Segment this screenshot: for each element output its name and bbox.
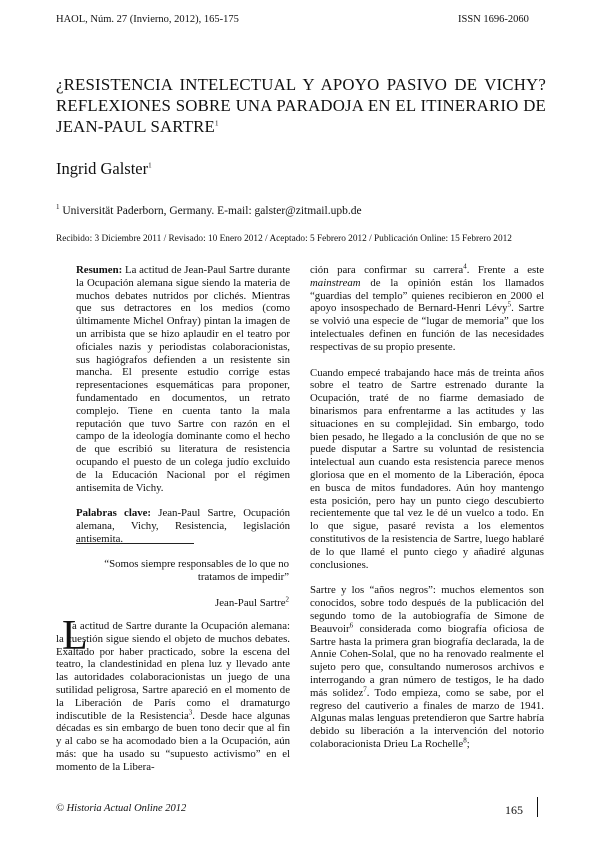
paragraph-3-text-a: Sartre y los “años negros”: muchos elementos son conocidos, sobre todo después de la publicación del segundo tomo de la autobiografía de Simone de Beauvoir <box>310 584 544 635</box>
paragraph-1 <box>310 264 544 354</box>
paragraph-1-text-a: ción para confirmar su carrera <box>310 264 464 276</box>
article-title <box>56 74 546 137</box>
paragraph-1-text-b: . Frente a este <box>466 264 544 276</box>
author-name-text: Ingrid Galster <box>56 159 149 178</box>
abstract-label: Resumen: <box>76 264 123 276</box>
affiliation-marker: 1 <box>56 203 60 212</box>
paragraph-1-text-c: de la opinión están los llamados “guardias del templo” quienes recibieron en 2000 el apoyo insospechado de Bernard-Henri Lévy <box>310 276 544 315</box>
page-number: 165 <box>505 803 523 817</box>
publication-dates: Recibido: 3 Diciembre 2011 / Revisado: 10 Enero 2012 / Aceptado: 5 Febrero 2012 / Publicación Online: 15 Febrero 2012 <box>56 234 512 244</box>
abstract-paragraph <box>76 264 290 494</box>
issn-header: ISSN 1696-2060 <box>458 14 529 25</box>
journal-header: HAOL, Núm. 27 (Invierno, 2012), 165-175 <box>56 14 239 25</box>
footnote-marker-6: 6 <box>349 621 354 630</box>
body-right-column <box>310 264 544 764</box>
author-name <box>56 159 152 179</box>
keywords-text: Jean-Paul Sartre, Ocupación alemana, Vichy, Resistencia, legislación antisemita. <box>76 507 290 545</box>
keywords-label: Palabras clave: <box>76 507 152 520</box>
paragraph-1-text-d: . Sartre se volvió una especie de “lugar de memoria” que los intelectuales definen en función de las necesidades respectivas de su propio presente. <box>310 302 544 353</box>
intro-text: a actitud de Sartre durante la Ocupación alemana: la cuestión sigue siendo el objeto de muchos debates. Exaltado por haber practicado, sobre la escena del teatro, la clandestinidad en plena luz y llevado ante las autoridades colaboracionistas un juego de una sutilidad peligrosa, Sartre apareció en el momento de la Liberación de París como el dramaturgo indiscutible de la Resistencia <box>56 620 290 722</box>
epigraph-quote: “Somos siempre responsables de lo que no tratamos de impedir” <box>104 558 289 583</box>
affiliation-text: Universität Paderborn, Germany. E-mail: galster@zitmail.upb.de <box>59 205 362 217</box>
paragraph-3-text-c: . Todo empieza, como se sabe, por el regreso del cautiverio a finales de marzo de 1941. Algunas malas lenguas pretendieron que Sartre habría debido su liberación a la intervención del notorio colaboracionista Drieu La Rochelle <box>310 686 544 750</box>
footer-divider <box>537 797 538 817</box>
title-footnote-marker: 1 <box>215 119 219 128</box>
drop-cap: L <box>62 613 88 659</box>
keywords-paragraph <box>76 507 290 545</box>
intro-paragraph <box>56 620 290 774</box>
epigraph-footnote-marker: 2 <box>285 595 289 604</box>
epigraph-author <box>76 597 289 609</box>
author-footnote-marker: 1 <box>148 161 152 170</box>
footnote-marker-3: 3 <box>188 707 193 716</box>
paragraph-2: Cuando empecé trabajando hace más de treinta años sobre el teatro de Sartre estrenado durante la Ocupación, traté de no fiarme demasiado de binarismos para enfrentarme a las actitudes y las situaciones en su complejidad. Sin embargo, todo bien pesado, he llegado a la conclusión de que no se puede disputar a Sartre su voluntad de resistencia intelectual aun cuando esta resistencia parece menos gloriosa que en el momento de la Liberación, época en busca de mitos fundadores. Aún hoy mantengo esta posición, pero hay un punto ciego descubierto recientemente que tal vez le dé un vuelco a todo. En lo que sigue, pasaré revista a los elementos constitutivos de la resistencia de Sartre, luego hablaré de lo que llamé el punto ciego y añadiré algunas conclusiones. <box>310 366 544 571</box>
footer-copyright <box>56 803 186 814</box>
paragraph-3-text-d: ; <box>466 737 470 750</box>
footnote-marker-7: 7 <box>363 685 367 694</box>
footnote-marker-8: 8 <box>463 736 467 745</box>
paragraph-3 <box>310 584 544 750</box>
epigraph-author-name: Jean-Paul Sartre <box>215 597 286 609</box>
footnote-marker-5: 5 <box>507 300 512 309</box>
footer-copyright-text: © Historia Actual Online 2012 <box>56 803 187 814</box>
affiliation <box>56 205 362 217</box>
intro-text-rest: . Desde hace algunas décadas es sin embargo de buen tono decir que al fin y al cabo se ha acomodado bien a la Ocupación, aún más: que ha usado su “supuesto activismo” en el momento de la Libera- <box>56 709 290 773</box>
abstract-block <box>76 264 290 559</box>
epigraph-divider <box>76 543 194 544</box>
article-title-text: ¿RESISTENCIA INTELECTUAL Y APOYO PASIVO DE VICHY? REFLEXIONES SOBRE UNA PARADOJA EN EL ITINERARIO DE JEAN-PAUL SARTRE <box>56 75 546 136</box>
abstract-text: La actitud de Jean-Paul Sartre durante la Ocupación alemana sigue siendo la materia de muchos debates nutridos por clichés. Mientras que sus detractores en los medios (como últimamente Michel Onfray) pintan la imagen de un arribista que se hizo aplaudir en el teatro por oficiales nazis y periodistas colaboracionistas, sus hagiógrafos defienden a un resistente sin mancha. El presente estudio corrige estas representaciones esquemáticas para proponer, fundamentado en documentos, un retrato complejo. Tiene en cuenta tanto la mala reputación que tuvo Sartre con razón en el campo de la ideología dominante como el hecho de que escribió su literatura de resistencia ocupando el puesto de un colega judío excluido de la Educación Nacional por el régimen antisemita de Vichy. <box>76 264 290 494</box>
paragraph-1-emphasis: mainstream <box>310 276 361 289</box>
body-left-column <box>56 620 290 787</box>
footnote-marker-4: 4 <box>463 262 467 271</box>
paragraph-3-text-b: considerada como biografía oficiosa de Sartre hasta la primera gran biografía declarada, la de Annie Cohen-Solal, que no ha renovado realmente el sujeto pero que, consultando numerosos archivos e interrogando a gran número de testigos, le ha dado más solidez <box>310 622 544 699</box>
